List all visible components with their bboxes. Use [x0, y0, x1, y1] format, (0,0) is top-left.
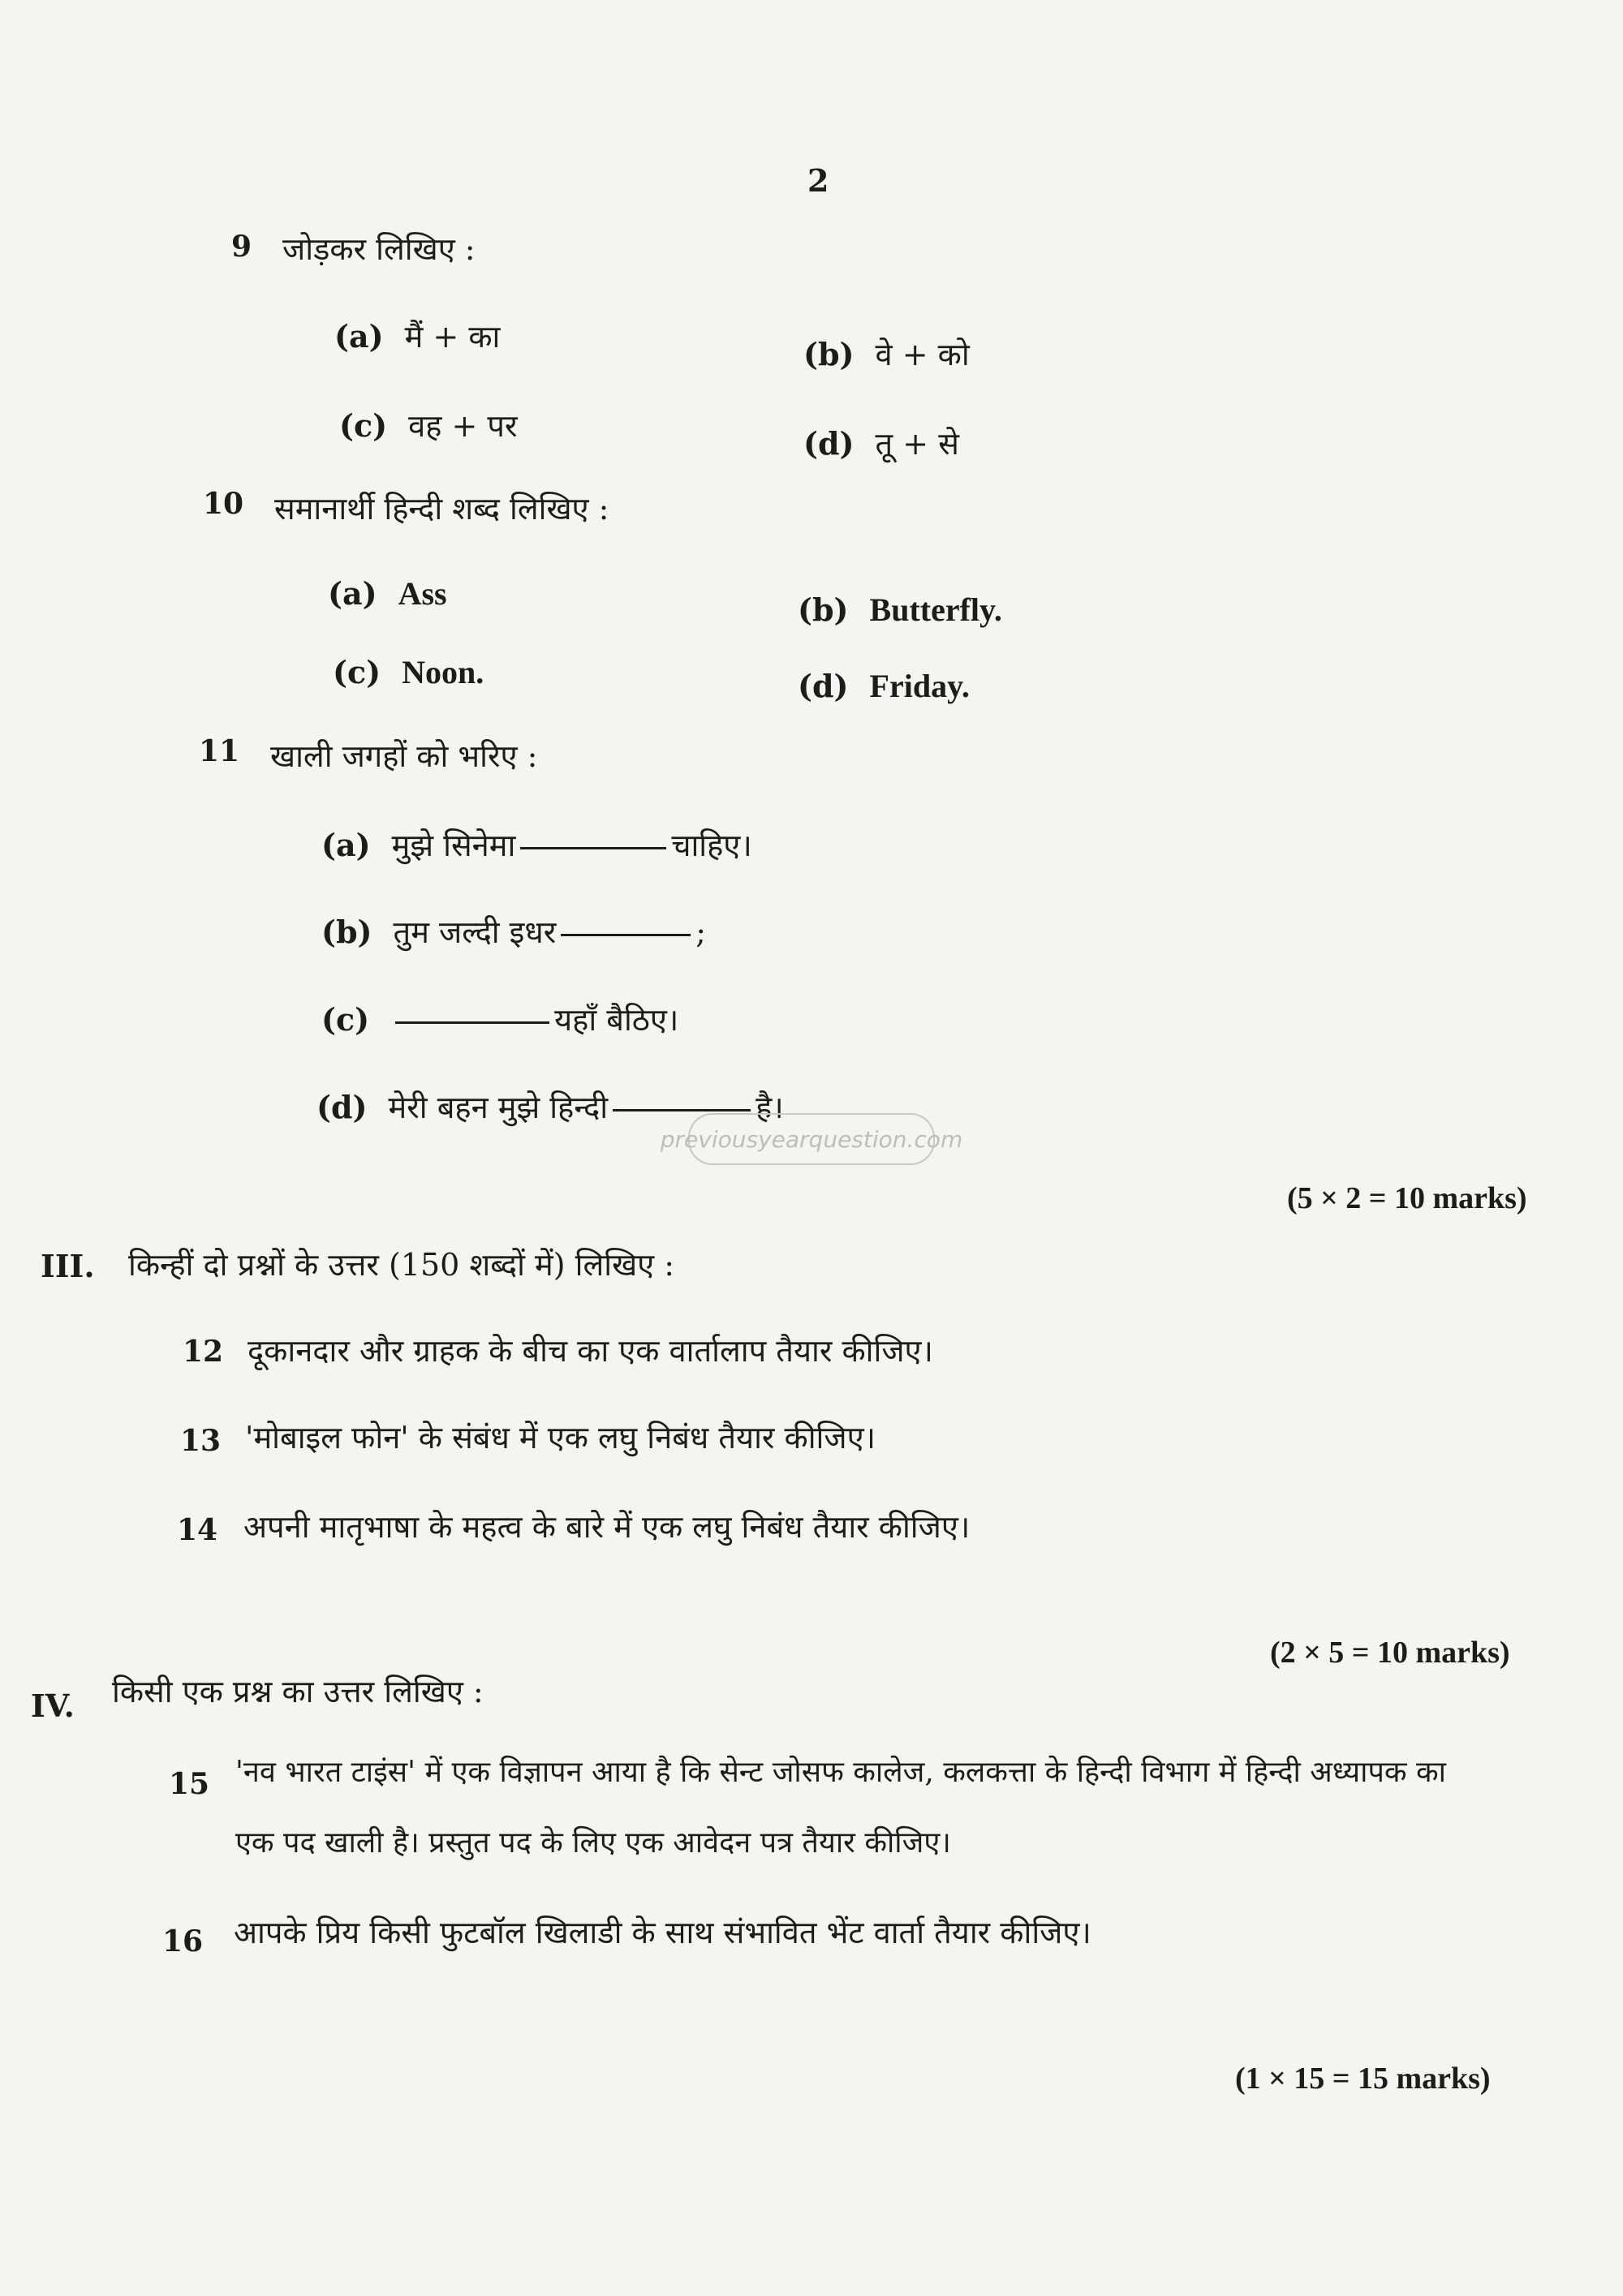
q9-option-c — [339, 404, 518, 446]
q9-option-a — [334, 315, 500, 357]
option-label: (c) — [339, 407, 388, 444]
q14-number: 14 — [177, 1513, 218, 1547]
marks-section-3: (2 × 5 = 10 marks) — [1270, 1636, 1510, 1670]
option-text-before: मेरी बहन मुझे हिन्दी — [388, 1090, 609, 1125]
option-text-after: चाहिए। — [671, 828, 752, 863]
q9-option-d — [803, 422, 959, 464]
option-label: (b) — [803, 336, 855, 372]
option-text: Friday. — [869, 668, 970, 704]
q11-instruction: खाली जगहों को भरिए : — [270, 738, 538, 774]
option-text-before: तुम जल्दी इधर — [393, 914, 557, 950]
option-text: Ass — [398, 575, 447, 612]
q16-number: 16 — [162, 1924, 204, 1958]
option-text: Butterfly. — [869, 591, 1002, 628]
q9-number: 9 — [231, 230, 252, 264]
q10-option-a — [328, 574, 447, 613]
marks-section-4: (1 × 15 = 15 marks) — [1235, 2062, 1491, 2096]
option-label: (b) — [321, 914, 372, 950]
q11-option-b — [321, 910, 706, 952]
q10-option-d — [798, 667, 970, 705]
section-3-number: III. — [41, 1248, 95, 1284]
option-label: (a) — [328, 575, 377, 612]
q15-text-line-1: 'नव भारत टाइंस' में एक विज्ञापन आया है कि सेन्ट जोसफ कालेज, कलकत्ता के हिन्दी विभाग में हिन्दी अध्यापक का — [235, 1756, 1446, 1789]
q10-instruction: समानार्थी हिन्दी शब्द लिखिए : — [274, 491, 609, 527]
option-label: (d) — [803, 425, 855, 462]
option-label: (c) — [333, 654, 381, 690]
q15-number: 15 — [169, 1767, 210, 1801]
option-label: (d) — [798, 668, 849, 704]
q11-option-c — [321, 998, 678, 1040]
option-text: मैं + का — [404, 319, 501, 355]
q16-text: आपके प्रिय किसी फुटबॉल खिलाडी के साथ संभावित भेंट वार्ता तैयार कीजिए। — [234, 1915, 1091, 1950]
option-label: (b) — [798, 591, 849, 628]
option-text: तू + से — [875, 426, 959, 462]
q11-number: 11 — [199, 734, 240, 768]
fill-blank — [520, 847, 666, 849]
q10-option-c — [333, 653, 484, 691]
section-3-instruction: किन्हीं दो प्रश्नों के उत्तर (150 शब्दों में) लिखिए : — [128, 1247, 675, 1283]
section-4-instruction: किसी एक प्रश्न का उत्तर लिखिए : — [112, 1674, 484, 1709]
option-label: (d) — [316, 1089, 368, 1125]
option-text-after: है। — [756, 1090, 784, 1125]
option-text: वह + पर — [408, 408, 518, 444]
fill-blank — [613, 1109, 751, 1111]
q12-text: दूकानदार और ग्राहक के बीच का एक वार्तालाप तैयार कीजिए। — [248, 1333, 933, 1369]
section-4-number: IV. — [31, 1688, 75, 1724]
option-text-after: ; — [695, 914, 707, 950]
option-text: Noon. — [402, 654, 484, 690]
q9-instruction: जोड़कर लिखिए : — [282, 231, 476, 267]
fill-blank — [395, 1021, 549, 1024]
option-text-before: मुझे सिनेमा — [391, 828, 516, 863]
q11-option-a — [321, 823, 752, 866]
option-label: (a) — [321, 827, 371, 863]
marks-section-2: (5 × 2 = 10 marks) — [1287, 1181, 1527, 1215]
q10-number: 10 — [203, 487, 244, 521]
fill-blank — [561, 934, 691, 936]
q9-option-b — [803, 333, 970, 375]
page-number: 2 — [807, 162, 829, 199]
option-text: वे + को — [875, 337, 970, 372]
option-label: (c) — [321, 1001, 370, 1038]
option-text-after: यहाँ बैठिए। — [554, 1002, 679, 1038]
watermark: previousyearquestion.com — [688, 1113, 935, 1165]
q14-text: अपनी मातृभाषा के महत्व के बारे में एक लघु निबंध तैयार कीजिए। — [243, 1509, 971, 1545]
q12-number: 12 — [183, 1335, 224, 1369]
option-label: (a) — [334, 318, 384, 355]
q13-text: 'मोबाइल फोन' के संबंध में एक लघु निबंध तैयार कीजिए। — [245, 1420, 876, 1455]
q13-number: 13 — [180, 1424, 222, 1458]
q15-text-line-2: एक पद खाली है। प्रस्तुत पद के लिए एक आवेदन पत्र तैयार कीजिए। — [235, 1826, 951, 1860]
q10-option-b — [798, 591, 1002, 629]
